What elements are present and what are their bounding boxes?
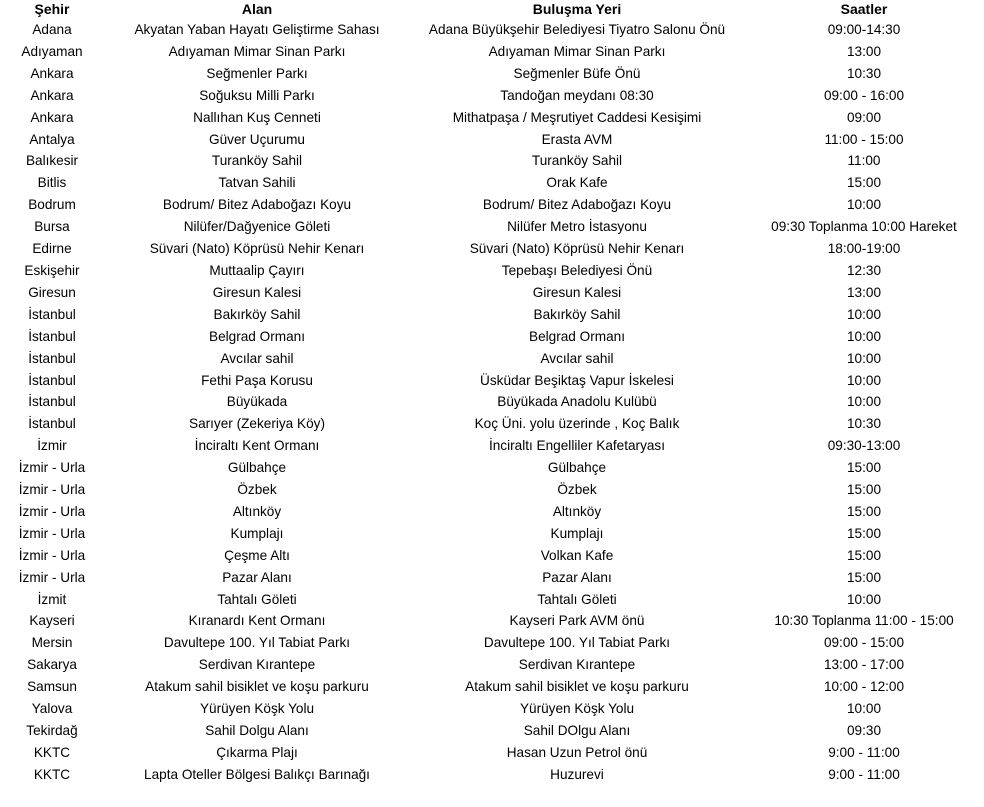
cell-meeting-place: Bakırköy Sahil: [533, 306, 621, 322]
table-row: [0, 282, 984, 304]
table-row: [0, 589, 984, 611]
table-row: [0, 63, 984, 85]
cell-times: 09:30 Toplanma 10:00 Hareket: [771, 219, 957, 235]
table-row: [0, 260, 984, 282]
header-times: Saatler: [840, 1, 888, 17]
cell-city: Mersin: [31, 635, 73, 651]
cell-area: Büyükada: [226, 394, 288, 410]
cell-meeting-place: Atakum sahil bisiklet ve koşu parkuru: [465, 679, 689, 695]
cell-times: 12:30: [846, 262, 882, 278]
cell-times: 15:00: [846, 503, 882, 519]
cell-city: Giresun: [28, 284, 76, 300]
table-row: [0, 676, 984, 698]
cell-area: Tatvan Sahili: [218, 175, 296, 191]
cell-meeting-place: Koç Üni. yolu üzerinde , Koç Balık: [474, 416, 680, 432]
cell-city: İzmir - Urla: [18, 460, 86, 476]
cell-times: 9:00 - 11:00: [828, 766, 900, 782]
cell-times: 13:00: [846, 284, 882, 300]
table-row: [0, 348, 984, 370]
table-row: [0, 632, 984, 654]
cell-area: Özbek: [237, 482, 277, 498]
cell-times: 11:00 - 15:00: [824, 131, 904, 147]
cell-meeting-place: Tandoğan meydanı 08:30: [500, 87, 654, 103]
table-row: [0, 545, 984, 567]
cell-city: Adıyaman: [21, 43, 83, 59]
cell-meeting-place: Tahtalı Göleti: [537, 591, 617, 607]
cell-meeting-place: Belgrad Ormanı: [529, 328, 625, 344]
cell-city: İstanbul: [28, 350, 76, 366]
table-row: [0, 391, 984, 413]
cell-times: 10:00: [846, 701, 882, 717]
cell-meeting-place: Mithatpaşa / Meşrutiyet Caddesi Kesişimi: [452, 109, 702, 125]
cell-times: 10:00: [846, 350, 882, 366]
cell-area: Turanköy Sahil: [211, 153, 303, 169]
cell-times: 10:00: [846, 197, 882, 213]
cell-times: 13:00: [846, 43, 882, 59]
table-row: [0, 194, 984, 216]
cell-area: Süvari (Nato) Köprüsü Nehir Kenarı: [149, 241, 365, 257]
cell-city: İzmir - Urla: [18, 547, 86, 563]
cell-city: Adana: [32, 22, 72, 37]
cell-area: Bodrum/ Bitez Adaboğazı Koyu: [162, 197, 352, 213]
table-row: [0, 501, 984, 523]
cell-city: Yalova: [31, 701, 73, 717]
cell-area: Sarıyer (Zekeriya Köy): [189, 416, 325, 432]
cell-city: İzmir - Urla: [18, 503, 86, 519]
cell-meeting-place: Kayseri Park AVM önü: [509, 613, 645, 629]
cell-area: Kıranardı Kent Ormanı: [188, 613, 326, 629]
cell-area: Yürüyen Köşk Yolu: [199, 701, 315, 717]
cell-city: İzmir: [37, 438, 67, 454]
cell-times: 09:30-13:00: [827, 438, 901, 454]
cell-city: Bodrum: [28, 197, 76, 213]
cell-times: 09:00: [846, 109, 882, 125]
cell-city: Tekirdağ: [26, 723, 78, 738]
cell-city: Edirne: [32, 241, 72, 257]
cell-area: Lapta Oteller Bölgesi Balıkçı Barınağı: [144, 766, 370, 782]
cell-times: 10:30 Toplanma 11:00 - 15:00: [774, 613, 954, 629]
cell-meeting-place: Süvari (Nato) Köprüsü Nehir Kenarı: [469, 241, 685, 257]
table-row: [0, 85, 984, 107]
table-row: [0, 107, 984, 129]
cell-times: 10:00: [846, 394, 882, 410]
cell-meeting-place: Turanköy Sahil: [531, 153, 623, 169]
table-body: [0, 19, 984, 786]
cell-area: Adıyaman Mimar Sinan Parkı: [168, 43, 346, 59]
cell-city: İstanbul: [28, 328, 76, 344]
table-row: [0, 370, 984, 392]
cell-meeting-place: Adana Büyükşehir Belediyesi Tiyatro Salonu Önü: [428, 22, 726, 37]
cell-meeting-place: Adıyaman Mimar Sinan Parkı: [488, 43, 666, 59]
cell-city: KKTC: [33, 744, 71, 760]
cell-meeting-place: Kumplajı: [550, 525, 604, 541]
cell-times: 09:30: [846, 723, 882, 738]
cell-meeting-place: Nilüfer Metro İstasyonu: [507, 219, 647, 235]
cell-meeting-place: Huzurevi: [550, 766, 604, 782]
cell-meeting-place: Gülbahçe: [547, 460, 607, 476]
header-row: [0, 0, 984, 19]
cell-meeting-place: Hasan Uzun Petrol önü: [506, 744, 648, 760]
cell-times: 15:00: [846, 482, 882, 498]
cell-times: 10:00: [846, 591, 882, 607]
cell-area: Muttaalip Çayırı: [209, 262, 305, 278]
cell-times: 15:00: [846, 547, 882, 563]
cell-city: İzmir - Urla: [18, 482, 86, 498]
cell-city: Bursa: [34, 219, 70, 235]
table-row: [0, 150, 984, 172]
cell-meeting-place: Bodrum/ Bitez Adaboğazı Koyu: [482, 197, 672, 213]
cell-times: 10:00: [846, 306, 882, 322]
table-row: [0, 326, 984, 348]
cell-meeting-place: Üsküdar Beşiktaş Vapur İskelesi: [480, 372, 674, 388]
cell-area: Soğuksu Milli Parkı: [199, 87, 315, 103]
cell-meeting-place: Volkan Kafe: [540, 547, 614, 563]
cell-city: Eskişehir: [24, 262, 80, 278]
header-area: Alan: [241, 1, 273, 17]
table-row: [0, 238, 984, 260]
cell-times: 13:00 - 17:00: [823, 657, 905, 673]
cell-area: Çıkarma Plajı: [216, 744, 298, 760]
cell-area: Tahtalı Göleti: [217, 591, 297, 607]
table-row: [0, 129, 984, 151]
cell-city: İzmir - Urla: [18, 569, 86, 585]
header-city: Şehir: [34, 1, 70, 17]
cell-times: 15:00: [846, 569, 882, 585]
cell-area: Davultepe 100. Yıl Tabiat Parkı: [163, 635, 351, 651]
cell-times: 09:00 - 16:00: [823, 87, 905, 103]
cell-city: İstanbul: [28, 372, 76, 388]
cell-area: Gülbahçe: [227, 460, 287, 476]
table-row: [0, 720, 984, 742]
cell-city: KKTC: [33, 766, 71, 782]
cell-city: Antalya: [29, 131, 75, 147]
table-row: [0, 654, 984, 676]
cell-times: 09:00-14:30: [827, 22, 901, 37]
table-row: [0, 172, 984, 194]
cell-city: İstanbul: [28, 394, 76, 410]
cell-area: Sahil Dolgu Alanı: [205, 723, 309, 738]
cell-times: 15:00: [846, 460, 882, 476]
cell-city: Sakarya: [27, 657, 77, 673]
cell-city: İstanbul: [28, 306, 76, 322]
cell-city: Ankara: [30, 65, 74, 81]
cell-area: Bakırköy Sahil: [213, 306, 301, 322]
cell-area: Nallıhan Kuş Cenneti: [193, 109, 321, 125]
cell-area: Akyatan Yaban Hayatı Geliştirme Sahası: [134, 22, 380, 37]
cell-city: Bitlis: [37, 175, 67, 191]
cell-times: 10:30: [846, 65, 882, 81]
cell-meeting-place: Davultepe 100. Yıl Tabiat Parkı: [483, 635, 671, 651]
table-row: [0, 19, 984, 41]
cell-meeting-place: Büyükada Anadolu Kulübü: [497, 394, 657, 410]
table-row: [0, 523, 984, 545]
cell-city: Kayseri: [29, 613, 75, 629]
cell-meeting-place: Seğmenler Büfe Önü: [513, 65, 641, 81]
cell-area: Kumplajı: [230, 525, 284, 541]
table-row: [0, 216, 984, 238]
cell-meeting-place: Özbek: [557, 482, 597, 498]
table-row: [0, 610, 984, 632]
table-row: [0, 457, 984, 479]
cell-area: Pazar Alanı: [222, 569, 292, 585]
cell-times: 9:00 - 11:00: [828, 744, 900, 760]
cell-area: Atakum sahil bisiklet ve koşu parkuru: [145, 679, 369, 695]
cell-area: Altınköy: [232, 503, 282, 519]
cell-times: 15:00: [846, 525, 882, 541]
cell-meeting-place: Serdivan Kırantepe: [518, 657, 636, 673]
cell-times: 10:00: [846, 372, 882, 388]
cell-area: Fethi Paşa Korusu: [201, 372, 313, 388]
cell-area: Belgrad Ormanı: [209, 328, 305, 344]
cell-meeting-place: Pazar Alanı: [542, 569, 612, 585]
cell-times: 15:00: [846, 175, 882, 191]
cell-city: Ankara: [30, 109, 74, 125]
cell-meeting-place: İnciraltı Engelliler Kafetaryası: [488, 438, 666, 454]
cell-city: Samsun: [27, 679, 77, 695]
cell-times: 10:30: [846, 416, 882, 432]
cell-meeting-place: Orak Kafe: [546, 175, 608, 191]
cell-times: 09:00 - 15:00: [823, 635, 905, 651]
cell-meeting-place: Yürüyen Köşk Yolu: [519, 701, 635, 717]
cell-times: 10:00 - 12:00: [823, 679, 905, 695]
table-row: [0, 435, 984, 457]
cell-meeting-place: Erasta AVM: [541, 131, 613, 147]
cell-area: Serdivan Kırantepe: [198, 657, 316, 673]
cell-city: Balıkesir: [25, 153, 79, 169]
cell-area: Güver Uçurumu: [209, 131, 305, 147]
cell-area: Seğmenler Parkı: [206, 65, 308, 81]
cell-meeting-place: Tepebaşı Belediyesi Önü: [501, 262, 653, 278]
header-meeting-place: Buluşma Yeri: [532, 1, 622, 17]
cell-times: 10:00: [846, 328, 882, 344]
cell-area: Nilüfer/Dağyenice Göleti: [183, 219, 331, 235]
cell-area: İnciraltı Kent Ormanı: [194, 438, 320, 454]
cell-city: İzmir - Urla: [18, 525, 86, 541]
table-row: [0, 304, 984, 326]
table-row: [0, 479, 984, 501]
table-row: [0, 698, 984, 720]
cell-meeting-place: Avcılar sahil: [540, 350, 614, 366]
cell-times: 11:00: [847, 153, 881, 169]
table-row: [0, 41, 984, 63]
table-row: [0, 567, 984, 589]
cell-times: 18:00-19:00: [827, 241, 901, 257]
cell-area: Avcılar sahil: [220, 350, 294, 366]
cell-meeting-place: Giresun Kalesi: [532, 284, 622, 300]
cell-meeting-place: Sahil DOlgu Alanı: [523, 723, 631, 738]
table-row: [0, 764, 984, 786]
table-row: [0, 413, 984, 435]
table-row: [0, 742, 984, 764]
cell-area: Çeşme Altı: [224, 547, 290, 563]
cell-city: İstanbul: [28, 416, 76, 432]
cell-city: Ankara: [30, 87, 74, 103]
cell-meeting-place: Altınköy: [552, 503, 602, 519]
cell-area: Giresun Kalesi: [212, 284, 302, 300]
cell-city: İzmit: [37, 591, 67, 607]
